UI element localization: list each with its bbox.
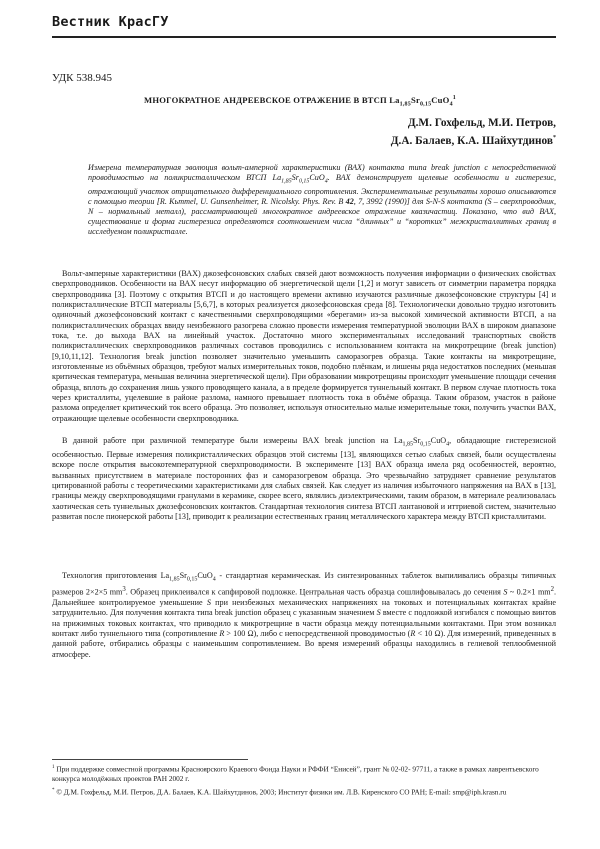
authors-text: Д.А. Балаев, К.А. Шайхутдинов bbox=[390, 135, 553, 147]
title-text: Sr bbox=[410, 95, 420, 105]
abstract: Измерена температурная эволюция вольт-амперной характеристики (ВАХ) контакта типа break junction с непосредственной проводимостью на поликристаллическом ВТСП $La_{1,85}Sr_{0,15}CuO_4$. ВАХ демонстрирует щелевые особенности и гистерезис, отражающий участок отрицательного дифференциального сопротивления. Экспериментальные результаты хорошо описываются с помощью теории [R. Kьmmel, U. Gunsenheimer, R. Nicolsky. Phys. Rev. B 42, 7, 3992 (1990)] для S-N-S контакта (S – сверхпроводник, N – нормальный металл), рассматривающей многократное андреевское отражение квазичастиц. Показано, что вид ВАХ, существование и форма гистерезиса определяются соотношением числа “длинных” и “коротких” межкристаллитных границ в исследуемом поликристалле. bbox=[88, 163, 557, 236]
header-rule bbox=[52, 36, 556, 38]
title-sub: 4 bbox=[449, 101, 453, 108]
footnote: * © Д.М. Гохфельд, М.И. Петров, Д.А. Балаев, К.А. Шайхутдинов, 2003; Институт физики им. Л.В. Киренского СО РАН; E-mail: smp@iph.krasn.ru bbox=[52, 787, 507, 797]
title-sub: 1,85 bbox=[399, 101, 411, 108]
title-text: МНОГОКРАТНОЕ АНДРЕЕВСКОЕ ОТРАЖЕНИЕ В ВТСП La bbox=[144, 95, 400, 105]
body-paragraph: Технология приготовления $La_{1,85}Sr_{0,15}CuO_4$ - стандартная керамическая. Из синтезированных таблеток выпиливались образцы типичных размеров 2×2×5 $mm^3$. Образец приклеивался к сапфировой подложке. Центральная часть образца сошлифовывалась до сечения S ~ 0.2×1 $mm^2$. Дальнейшее контролируемое уменьшение S при неизбежных механических напряжениях на токовых и потенциальных контактах крайне затруднительно. Для получения контакта типа break junction образец с указанным значением S вместе с подложкой изгибался с помощью винтов на прижимных токовых контактах, что приводило к микротрещине в части образца между потенциальными контактами. При этом возникал контакт либо туннельного типа (сопротивление R > 100 Ω), либо с непосредственной проводимостью (R < 10 Ω). Для измерений, приведенных в данной работе, отбирались образцы с наименьшим сопротивлением. Во время измерений образцы находились в гелиевой теплообменной атмосфере. bbox=[52, 571, 557, 659]
authors-line bbox=[256, 135, 556, 147]
footnote: $^1$ При поддержке совместной программы Красноярского Краевого Фонда Науки и РФФИ “Енисей”, грант № 02-02- 97711, а также в рамках лаврентьевского конкурса молодёжных проектов РАН 2002 г. bbox=[52, 764, 539, 783]
authors-line: Д.М. Гохфельд, М.И. Петров, bbox=[407, 117, 556, 129]
journal-name: Вестник КрасГУ bbox=[52, 14, 169, 30]
body-paragraph: В данной работе при различной температуре были измерены ВАХ break junction на $La_{1,85}Sr_{0,15}CuO_4$, обладающие гистерезисной особенностью. Первые измерения поликристаллических образцов этой системы [13], являющихся сетью слабых связей, были осуществлены вскоре после открытия высокотемпературной сверхпроводимости. В эксперименте [13] ВАХ образца имела ряд особенностей, вероятно, вызванных присутствием в материале посторонних фаз и саморазогревом образца. Это чрезвычайно затрудняет сравнение результатов цитированной работы с теоретическими характеристиками для слабых связей. Как следует из наличия избыточного напряжения на ВАХ в [13], границы между сверхпроводящими гранулами в керамике, скорее всего, являлись диэлектрическими, таким образом, в материале реализовалась хаотическая сеть туннельных джозефсоновских контактов. Стандартная технология синтеза ВТСП лантановой и иттриевой систем, значительно развитая после пионерской работы [13], приводит к реализации естественных границ металлического характера между ВТСП кристаллитами. bbox=[52, 436, 556, 522]
footnote-mark: 1 bbox=[452, 95, 456, 102]
title-sub: 0,15 bbox=[419, 101, 432, 108]
article-title bbox=[60, 95, 540, 108]
body-paragraph: Вольт-амперные характеристики (ВАХ) джозефсоновских слабых связей дают возможность получения информации о физических свойствах сверхпроводников. Особенности на ВАХ несут информацию об энергетической щели [1,2] и могут зависеть от симметрии параметра порядка сверхпроводника [3]. Поэтому с открытия ВТСП и до настоящего времени активно изучаются различные джозефсоновские структуры [4] и поликристаллические ВТСП материалы [5,6,7], в которых реализуется джозефсоновская среда [8]. Технологически довольно трудно изготовить одиночный джозефсоновский контакт с качественными сверхпроводящими «берегами» из-за высокой химической активности ВТСП, а на поликристаллических образцах ввиду неизбежного разогрева сложно провести измерения температурной эволюции ВАХ в широком диапазоне тока, т.е. до выхода ВАХ на линейный участок. Достаточно много экспериментальных исследований транспортных свойств поликристаллических сверхпроводников различных составов проводились с использованием контакта на микротрещине (break junction) [9,10,11,12]. Технология break junction позволяет значительно уменьшить саморазогрев образца. Такие контакты на микротрещине, изготовленные из объёмных образцов, требуют малых измерительных токов, подобно плёнкам, и лишены ряда недостатков последних (меньшая критическая температура, меньшая величина энергетической щели). При образовании микротрещины происходит уменьшение площади сечения образца, вплоть до сохранения лишь узкого проводящего канала, а в пределе формируется туннельный контакт. В первом случае плотность тока через кристаллиты, уцелевшие в районе разлома, намного превышает плотность тока в объёме образца. Таким образом, участок в районе разлома определяет критический ток всего образца. Это позволяет, используя относительно малые измерительные токи, получить участки ВАХ, отражающие щелевые особенности сверхпроводника. bbox=[52, 269, 556, 423]
footnote-rule bbox=[52, 759, 248, 760]
title-text: CuO bbox=[431, 95, 450, 105]
udk-code: УДК 538.945 bbox=[52, 72, 113, 84]
footnote-mark: * bbox=[553, 135, 556, 142]
